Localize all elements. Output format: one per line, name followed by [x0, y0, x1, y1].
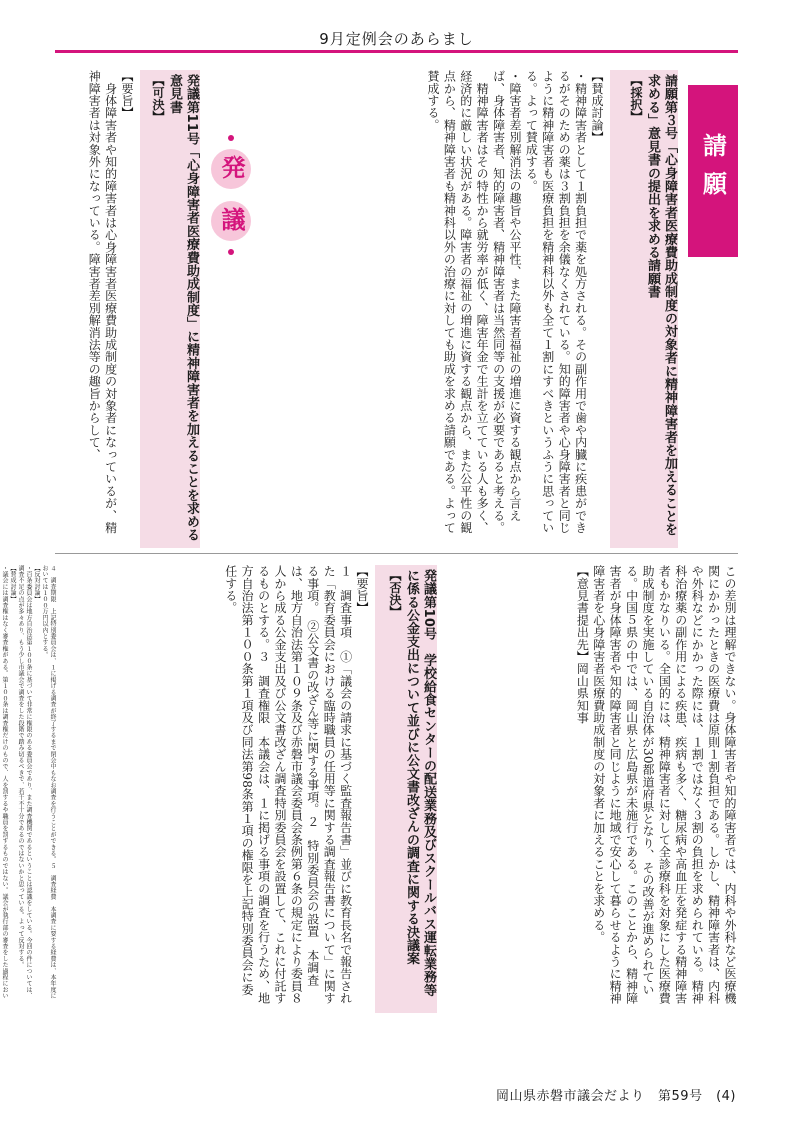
debate-column	[1, 565, 56, 1005]
motion11-title: 発議第11号「心身障害者医療費助成制度」に精神障害者を加えることを求める意見書	[167, 74, 199, 542]
dot-icon	[228, 249, 234, 255]
motion11-result: 【可決】	[151, 74, 165, 123]
mid-divider	[55, 553, 738, 554]
petition-body	[270, 70, 605, 540]
motion11-youshi: 【要旨】	[120, 70, 134, 119]
left-sansei-tag: 【賛成討論】	[9, 565, 16, 603]
petition-title-box	[610, 70, 678, 548]
hatsugi-heading	[205, 100, 257, 290]
mid-right-body	[440, 565, 738, 1005]
motion11-body	[60, 70, 135, 540]
motion11-para-1: 身体障害者や知的障害者は心身障害者医療費助成制度の対象者になっているが、精神障害者は対象外になっている。障害者差別解消法等の趣旨からして、	[87, 70, 118, 534]
petition-para-3: 精神障害者はその特性から就労率が低く、障害年金で生計を立てている人も多く、経済的に厳しい状況がある。障害者の福祉の増進に資する観点から、また公平性の観点から、精神障害者も精神科以外の治療に対しても助成を求める請願である。よって賛成する。	[425, 70, 490, 534]
left-hantai-tag: 【反対討論】	[33, 565, 40, 603]
motion10-result: 【否決】	[388, 569, 402, 618]
petition-result: 【採択】	[629, 74, 643, 123]
mid-right-para: この差別は理解できない。身体障害者や知的障害者では、内科や外科など医療機関にかかったときの医療費は原則１割負担である。しかし、精神障害者は、内科や外科などにかかった際には、１割ではなく３割の負担を求められている。精神科治療薬の副作用による疾患、疾病も多く、糖尿病や高血圧を発症する精神障害者もかなりいる。全国的には、精神障害者に対して全診療科を対象にした医療費助成制度を実施している自治体が30都道府県となり、その改善が進められている。中国５県の中では、岡山県と広島県が未施行である。このことから、精神障害者が身体障害者や知的障害者と同じように地域で安心して暮らせるように精神障害者を心身障害者医療費助成制度の対象者に加えることを求める。	[591, 565, 737, 1005]
motion10-title: 発議第10号 学校給食センターの配送業務及びスクールバス運転業務等に係る公金支出について並びに公文書改ざんの調査に関する決議案	[404, 569, 436, 997]
petition-sansei-tag: 【賛成討論】	[590, 70, 604, 144]
petition-para-1: ・精神障害者として１割負担で薬を処方される。その副作用で歯や内臓に疾患ができるがそのための薬は３割負担を余儀なくされている。知的障害者や心身障害者と同じように精神障害者も医療負担を精神科以外も全て１割にすべきというふうに思っている。よって賛成する。	[524, 70, 588, 534]
page-footer: 岡山県赤磐市議会だより 第59号 (4)	[496, 1089, 736, 1104]
motion10-youshi: 【要旨】	[355, 565, 369, 614]
header-rule	[55, 50, 738, 53]
dot-icon	[228, 135, 234, 141]
mid-right-dest: 【意見書提出先】岡山県知事	[575, 565, 590, 724]
page-header: 9月定例会のあらまし	[319, 30, 474, 48]
seigan-label: 請願	[688, 85, 738, 257]
left-para-1: ４ 調査期限 上記特別委員会は、１に掲げる調査が終了するまで閉会中もなお調査を行うことができる。５ 調査経費 本調査に要する経費は、本年度においては１００万円以内とする。	[41, 565, 56, 999]
petition-title: 請願第３号「心身障害者医療費助成制度の対象者に精神障害者を加えることを求める」意見書の提出を求める請願書	[645, 74, 677, 536]
left-para-2: ・百条委員会は地方自治法第１００条に基づいて非常に権限のある委員会であり、また調査機関であるということは認識をしている。今回の件については、調査不足の点が多々あり、もう少し市議会で調査をした段階で踏み切るべきで、若干不十分であるのではないかと思っている。よって反対する。	[17, 565, 32, 999]
motion10-title-box	[375, 565, 437, 1013]
hatsugi-char-1: 発	[211, 149, 251, 189]
motion10-items: １ 調査事項 ①「議会の請求に基づく監査報告書」並びに教育長名で報告された「教育委員会における臨時職員の任用等に関する調査報告書について」に関する事項。 ②公文書の改ざん等に関する事項。２ 特別委員会の設置 本調査は、地方自治法第１０９条及び赤磐市議会委員会条例第６条の規定により委員８人から成る公金支出及び公文書改ざん調査特別委員会を設置して、これに付託するものとする。３ 調査権限 本議会は、１に掲げる事項の調査を行うため、地方自治法第１００条第１項及び同法第98条第１項の権限を上記特別委員会に委任する。	[223, 565, 353, 1005]
motion10-body	[60, 565, 370, 1005]
hatsugi-char-2: 議	[211, 201, 251, 241]
left-para-3: ・議会には調査権はなく審査権がある。第１００条は調査権だけのもので、人を罰するや職員を罰するものではない。議会が執行部の審査をした過程におい	[1, 565, 8, 999]
motion11-title-box	[140, 70, 200, 548]
petition-para-2: ・障害者差別解消法の趣旨や公平性、また障害者福祉の増進に資する観点から言えば、身体障害者、知的障害者、精神障害者は当然同等の支援が必要であると考える。	[491, 70, 522, 534]
